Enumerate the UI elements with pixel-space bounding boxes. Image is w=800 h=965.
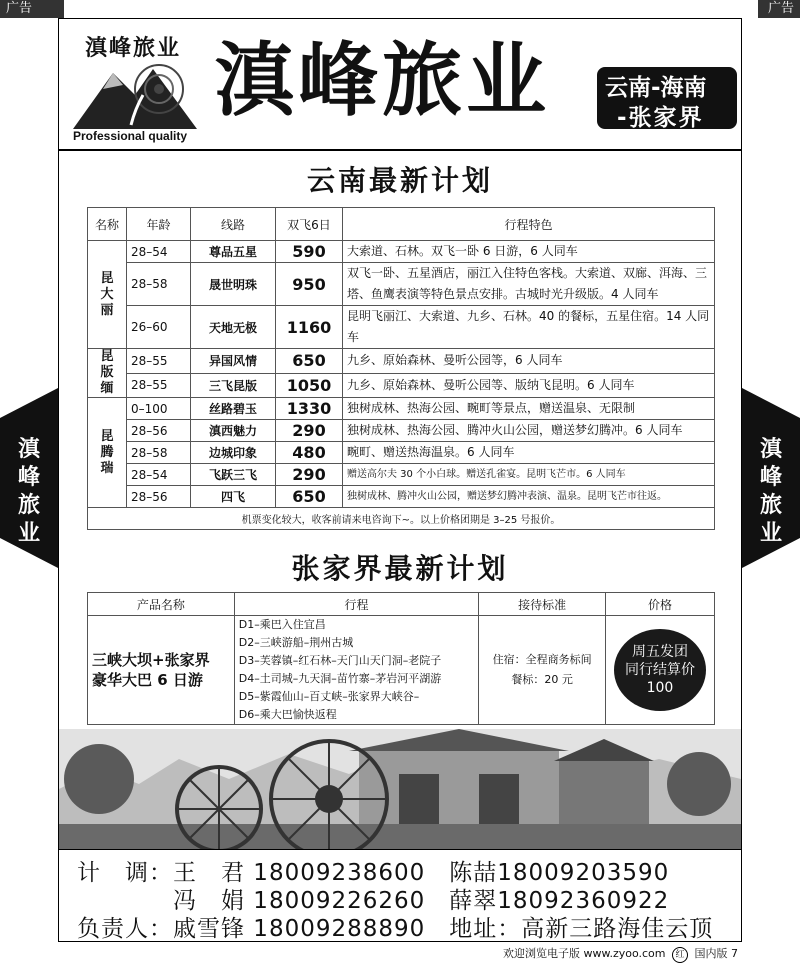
side-tab-label: 滇峰旅业 <box>759 437 782 546</box>
route-cell: 晟世明珠 <box>191 263 276 306</box>
age-cell: 28–54 <box>127 241 191 263</box>
table-row <box>88 420 715 442</box>
product-line: 三峡大坝+张家界 <box>92 651 210 669</box>
table-row <box>88 241 715 263</box>
price-cell: 590 <box>276 241 343 263</box>
route-cell: 丝路碧玉 <box>191 398 276 420</box>
feature-cell: 独树成林、热海公园、畹町等景点，赠送温泉、无限制 <box>343 398 715 420</box>
age-cell: 28–58 <box>127 442 191 464</box>
age-cell: 28–54 <box>127 464 191 486</box>
price-cell: 480 <box>276 442 343 464</box>
yunnan-plan-table <box>87 207 715 530</box>
header-price: 双飞6日 <box>276 208 343 241</box>
itinerary-day: D4–土司城–九天洞–苗竹寨–茅岩河平湖游 <box>238 672 442 685</box>
logo-slogan: Professional quality <box>73 129 188 143</box>
table-note-row <box>88 508 715 530</box>
peacock-mountain-icon <box>73 59 197 129</box>
age-cell: 28–56 <box>127 420 191 442</box>
feature-cell: 昆明飞丽江、大索道、九乡、石林。40 的餐标，五星住宿。14 人同车 <box>343 306 715 349</box>
contact-planners: 计 调：王 君 18009238600 陈喆18009203590 <box>77 860 670 886</box>
header-feature: 行程特色 <box>343 208 715 241</box>
logo-text: 滇峰旅业 <box>85 35 182 61</box>
table-header-row <box>88 208 715 241</box>
feature-cell: 独树成林、热海公园、腾冲火山公园，赠送梦幻腾冲。6 人同车 <box>343 420 715 442</box>
contact-planners-2: 冯 娟 18009226260 薛翠18092360922 <box>77 888 670 914</box>
destination-line-2: -张家界 <box>617 105 704 131</box>
route-cell: 边城印象 <box>191 442 276 464</box>
feature-cell: 独树成林、腾冲火山公园，赠送梦幻腾冲表演、温泉。昆明飞芒市往返。 <box>343 486 715 508</box>
side-tab-left <box>0 388 58 568</box>
itinerary-day: D6–乘大巴愉快返程 <box>238 708 337 721</box>
logo <box>67 25 203 143</box>
contact-block <box>59 849 741 942</box>
destination-line-1: 云南-海南 <box>605 75 707 101</box>
itinerary-day: D3–芙蓉镇–红石林–天门山天门洞–老院子 <box>238 654 442 667</box>
age-cell: 26–60 <box>127 306 191 349</box>
route-cell: 三飞昆版 <box>191 373 276 398</box>
table-header-row <box>88 593 715 616</box>
header-product: 产品名称 <box>88 593 235 616</box>
group-name: 昆大丽 <box>88 241 127 349</box>
header-price: 价格 <box>605 593 714 616</box>
route-cell: 天地无极 <box>191 306 276 349</box>
itinerary-cell <box>234 616 478 725</box>
group-name: 昆版缅 <box>88 349 127 398</box>
price-cell: 1330 <box>276 398 343 420</box>
price-cell: 650 <box>276 349 343 374</box>
table-row <box>88 349 715 374</box>
route-cell: 异国风情 <box>191 349 276 374</box>
feature-cell: 双飞一卧、五星酒店，丽江入住特色客栈。大索道、双廊、洱海、三塔、鱼鹰表演等特色景点安排。古城时光升级版。4 人同车 <box>343 263 715 306</box>
itinerary-day: D5–紫霞仙山–百丈峡–张家界大峡谷– <box>238 690 420 703</box>
group-name: 昆腾瑞 <box>88 398 127 508</box>
age-cell: 0–100 <box>127 398 191 420</box>
standard-line: 住宿：全程商务标间 <box>492 653 592 666</box>
table-row <box>88 442 715 464</box>
footer-text: 欢迎浏览电子版 www.zyoo.com <box>502 947 666 960</box>
itinerary-day: D2–三峡游船–荆州古城 <box>238 636 354 649</box>
zhangjiajie-plan-table <box>87 592 715 725</box>
destination-badge <box>597 67 737 129</box>
header-standard: 接待标准 <box>479 593 606 616</box>
table-row <box>88 306 715 349</box>
side-tab-right <box>742 388 800 568</box>
price-line: 周五发团 <box>631 644 688 660</box>
product-cell <box>88 616 235 725</box>
price-line: 100 <box>646 680 674 696</box>
contact-manager-address: 负责人：戚雪锋 18009288890 地址：高新三路海佳云顶 <box>77 916 714 942</box>
header-age: 年龄 <box>127 208 191 241</box>
route-cell: 四飞 <box>191 486 276 508</box>
edition-mark: 红 <box>672 947 688 963</box>
brand-header <box>59 19 741 151</box>
product-line: 豪华大巴 6 日游 <box>92 671 203 689</box>
ancient-town-photo <box>59 729 741 849</box>
table-row <box>88 616 715 725</box>
itinerary-day: D1–乘巴入住宜昌 <box>238 618 326 631</box>
price-cell: 290 <box>276 420 343 442</box>
ad-frame <box>58 18 742 942</box>
price-cell: 1050 <box>276 373 343 398</box>
header-name: 名称 <box>88 208 127 241</box>
price-bubble <box>614 629 706 711</box>
route-cell: 滇西魅力 <box>191 420 276 442</box>
standard-line: 餐标：20 元 <box>511 673 573 686</box>
price-cell: 650 <box>276 486 343 508</box>
age-cell: 28–58 <box>127 263 191 306</box>
feature-cell: 九乡、原始森林、曼听公园等，6 人同车 <box>343 349 715 374</box>
age-cell: 28–55 <box>127 349 191 374</box>
price-cell: 1160 <box>276 306 343 349</box>
table-row <box>88 373 715 398</box>
footer-edition: 国内版 7 <box>694 947 738 960</box>
zhangjiajie-section-title: 张家界最新计划 <box>291 552 509 585</box>
yunnan-section-title: 云南最新计划 <box>306 164 493 197</box>
table-row <box>88 398 715 420</box>
table-row <box>88 464 715 486</box>
feature-cell: 赠送高尔夫 30 个小白球。赠送孔雀宴。昆明飞芒市。6 人同车 <box>343 464 715 486</box>
price-cell: 950 <box>276 263 343 306</box>
side-tab-label: 滇峰旅业 <box>17 437 40 546</box>
age-cell: 28–56 <box>127 486 191 508</box>
price-line: 同行结算价 <box>624 662 695 678</box>
header-itinerary: 行程 <box>234 593 478 616</box>
table-note: 机票变化较大，收客前请来电咨询下~。以上价格团期是 3–25 号报价。 <box>88 508 715 530</box>
standard-cell <box>479 616 606 725</box>
feature-cell: 九乡、原始森林、曼听公园等、版纳飞昆明。6 人同车 <box>343 373 715 398</box>
price-cell: 290 <box>276 464 343 486</box>
ad-tag-left: 广告 <box>0 0 64 18</box>
feature-cell: 大索道、石林。双飞一卧 6 日游，6 人同车 <box>343 241 715 263</box>
table-row <box>88 486 715 508</box>
header-route: 线路 <box>191 208 276 241</box>
age-cell: 28–55 <box>127 373 191 398</box>
route-cell: 尊品五星 <box>191 241 276 263</box>
route-cell: 飞跃三飞 <box>191 464 276 486</box>
ad-tag-right: 广告 <box>758 0 800 18</box>
page-footer <box>503 945 738 963</box>
feature-cell: 畹町、赠送热海温泉。6 人同车 <box>343 442 715 464</box>
price-cell <box>605 616 714 725</box>
brand-title: 滇峰旅业 <box>214 34 550 127</box>
table-row <box>88 263 715 306</box>
